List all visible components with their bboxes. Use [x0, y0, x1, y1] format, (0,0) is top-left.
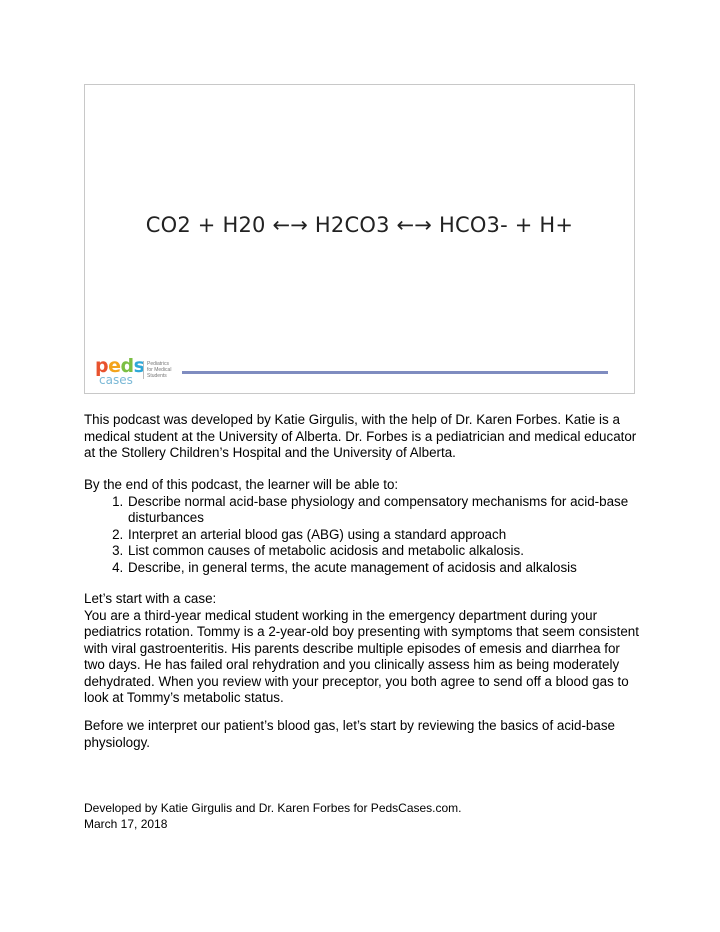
slide-divider	[182, 371, 608, 374]
intro-paragraph	[84, 412, 644, 462]
objectives-lead: By the end of this podcast, the learner will be able to:	[84, 477, 399, 492]
logo-tagline-line: for Medical	[147, 367, 172, 373]
case-section	[84, 591, 644, 707]
case-body: You are a third-year medical student working in the emergency department during your pediatrics rotation. Tommy is a 2-year-old boy presenting with symptoms that seem consistent with viral gastroenteritis. His parents describe multiple episodes of emesis and diarrhea for two days. He has failed oral rehydration and you clinically assess him as being moderately dehydrated. When you review with your preceptor, you both agree to send off a blood gas to look at Tommy’s metabolic status.	[84, 607, 639, 705]
objective-item: 1. Describe normal acid-base physiology and compensatory mechanisms for acid-base disturbances	[127, 494, 644, 527]
transition-paragraph	[84, 718, 644, 751]
objective-item: 3. List common causes of metabolic acidosis and metabolic alkalosis.	[127, 543, 644, 560]
equation: CO2 + H20 ←→ H2CO3 ←→ HCO3- + H+	[145, 213, 574, 237]
logo-letter: e	[108, 355, 121, 377]
logo-letter: s	[133, 355, 145, 377]
logo-cases: cases	[99, 373, 133, 387]
footer-credit: Developed by Katie Girgulis and Dr. Karen Forbes for PedsCases.com.	[84, 801, 462, 815]
transition-text: Before we interpret our patient’s blood gas, let’s start by reviewing the basics of acid-base physiology.	[84, 718, 615, 750]
pedscases-logo	[95, 357, 185, 389]
objective-item: 4. Describe, in general terms, the acute management of acidosis and alkalosis	[127, 560, 644, 577]
objective-item: 2. Interpret an arterial blood gas (ABG) using a standard approach	[127, 527, 644, 544]
footer-date: March 17, 2018	[84, 817, 168, 831]
objectives-list	[84, 494, 644, 577]
logo-letter: p	[95, 355, 109, 377]
logo-tagline	[143, 361, 193, 379]
logo-tagline-line: Students	[147, 373, 167, 379]
logo-letter: d	[120, 355, 134, 377]
objectives-section	[84, 477, 644, 576]
footer	[84, 800, 462, 832]
case-heading: Let’s start with a case:	[84, 591, 217, 606]
intro-text: This podcast was developed by Katie Girgulis, with the help of Dr. Karen Forbes. Katie is a medical student at the University of Alberta. Dr. Forbes is a pediatrician and medical educator at the Stollery Children’s Hospital and the University of Alberta.	[84, 412, 637, 460]
slide-image	[84, 84, 635, 394]
logo-tagline-line: Pediatrics	[147, 361, 169, 367]
